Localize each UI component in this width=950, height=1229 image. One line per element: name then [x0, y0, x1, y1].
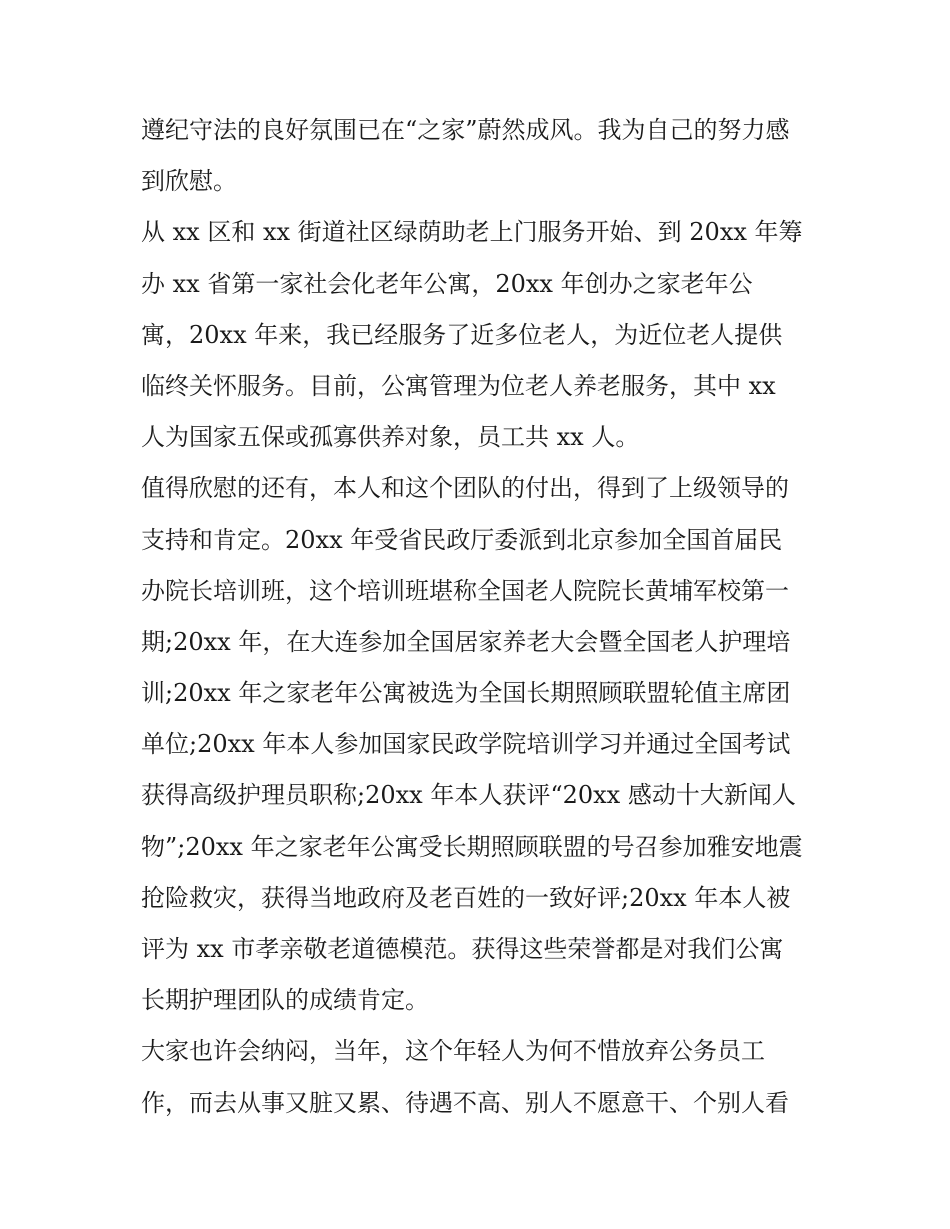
text-line: 抢险救灾，获得当地政府及老百姓的一致好评;20xx 年本人被 [141, 883, 791, 912]
text-line: 大家也许会纳闷，当年，这个年轻人为何不惜放弃公务员工 [141, 1037, 765, 1066]
text-line: 支持和肯定。20xx 年受省民政厅委派到北京参加全国首届民 [141, 525, 783, 554]
text-line: 人为国家五保或孤寡供养对象，员工共 xx 人。 [141, 423, 640, 452]
text-line: 从 xx 区和 xx 街道社区绿荫助老上门服务开始、到 20xx 年筹 [141, 218, 803, 247]
text-line: 临终关怀服务。目前，公寓管理为位老人养老服务，其中 xx [141, 371, 776, 400]
text-line: 作，而去从事又脏又累、待遇不高、别人不愿意干、个别人看 [141, 1088, 789, 1117]
text-line: 评为 xx 市孝亲敬老道德模范。获得这些荣誉都是对我们公寓 [141, 935, 784, 963]
text-line: 期;20xx 年，在大连参加全国居家养老大会暨全国老人护理培 [141, 627, 791, 656]
text-line: 寓，20xx 年来，我已经服务了近多位老人，为近位老人提供 [141, 320, 783, 349]
text-line: 办 xx 省第一家社会化老年公寓，20xx 年创办之家老年公 [141, 269, 753, 298]
document-body [141, 105, 821, 1129]
text-line: 到欣慰。 [141, 167, 237, 196]
text-line: 物”;20xx 年之家老年公寓受长期照顾联盟的号召参加雅安地震 [141, 832, 803, 861]
text-line: 办院长培训班，这个培训班堪称全国老人院院长黄埔军校第一 [141, 576, 789, 605]
text-line: 训;20xx 年之家老年公寓被选为全国长期照顾联盟轮值主席团 [141, 679, 791, 708]
text-line: 单位;20xx 年本人参加国家民政学院培训学习并通过全国考试 [141, 730, 791, 759]
text-line: 长期护理团队的成绩肯定。 [141, 986, 429, 1015]
text-line: 值得欣慰的还有，本人和这个团队的付出，得到了上级领导的 [141, 474, 789, 503]
text-line: 遵纪守法的良好氛围已在“之家”蔚然成风。我为自己的努力感 [141, 116, 790, 144]
text-line: 获得高级护理员职称;20xx 年本人获评“20xx 感动十大新闻人 [141, 781, 796, 810]
